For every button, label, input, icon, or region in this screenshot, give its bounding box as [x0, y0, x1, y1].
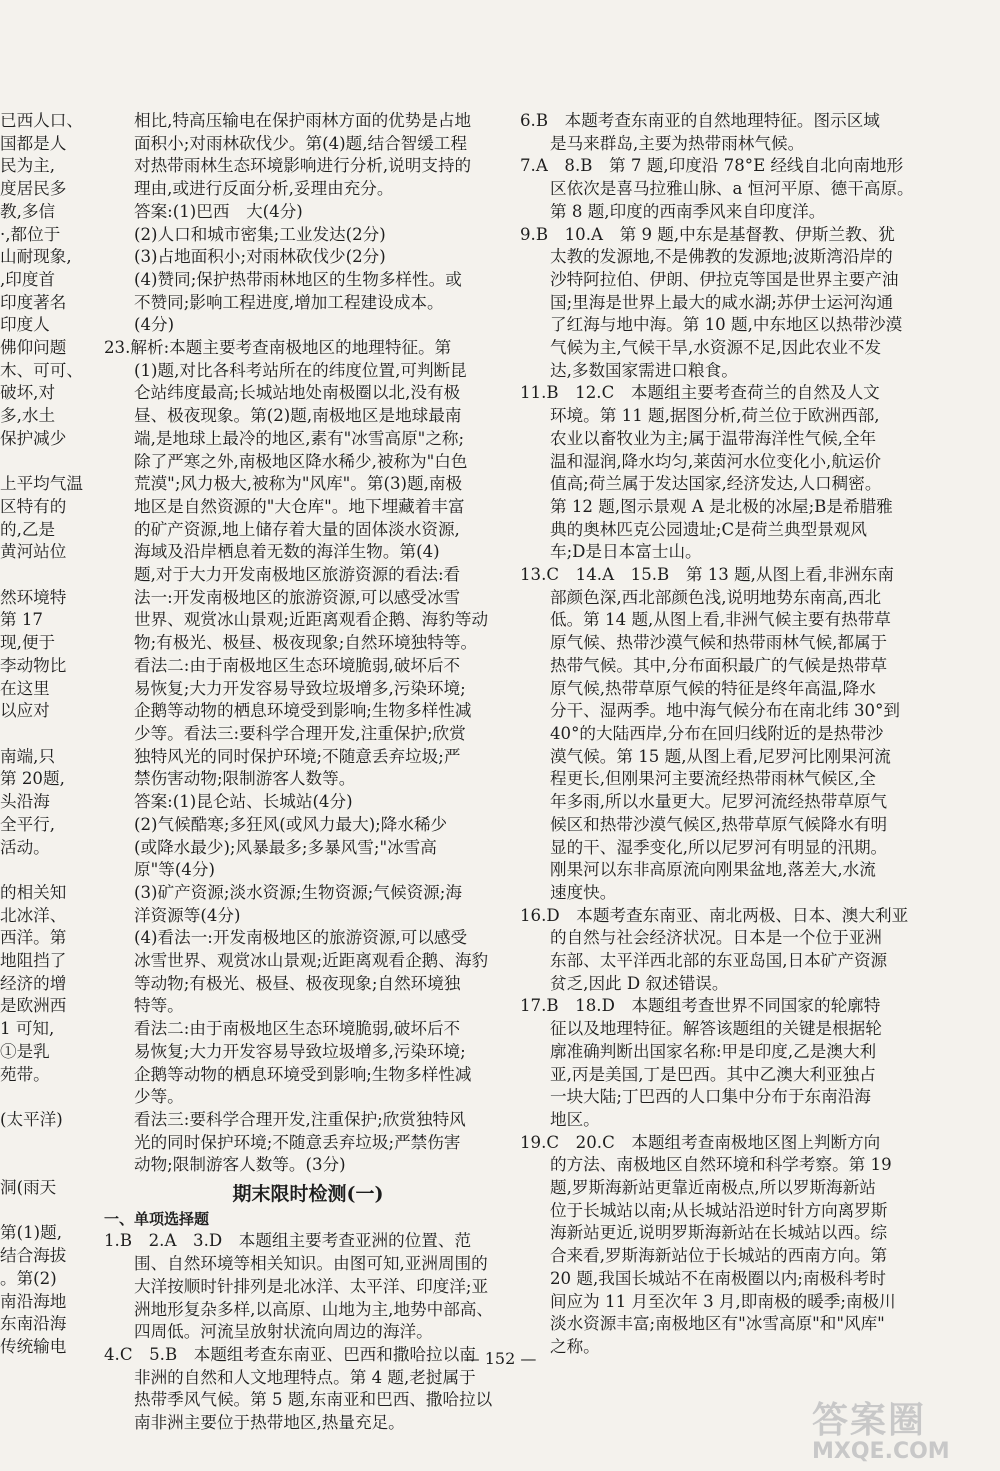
- text-line: 海新站更近,说明罗斯海新站在长城站以西。综: [550, 1223, 888, 1243]
- text-line: 温和湿润,降水均匀,莱茵河水位变化小,航运价: [550, 451, 882, 471]
- text-line: 非洲的自然和人文地理特点。第 4 题,老挝属于: [134, 1367, 476, 1387]
- text-line: 黄河站位: [0, 542, 67, 562]
- text-line: [0, 1200, 96, 1223]
- text-line: 西洋。第: [0, 928, 67, 948]
- text-line: 6.B 本题考查东南亚的自然地理特征。图示区域: [520, 111, 880, 130]
- text-line: 17.B 18.D 本题组考查世界不同国家的轮廓特: [520, 996, 881, 1016]
- text-line: 是欧洲西: [0, 996, 67, 1016]
- text-line: (4)看法一:开发南极地区的旅游资源,可以感受: [134, 928, 468, 948]
- section-title: 期末限时检测(一): [232, 1183, 384, 1206]
- q23-explanation: [104, 337, 512, 791]
- text-line: 题,对于大力开发南极地区旅游资源的看法:看: [134, 565, 461, 585]
- text-line: [0, 1154, 96, 1177]
- text-line: 法一:开发南极地区的旅游资源,可以感受冰雪: [134, 587, 461, 607]
- text-line: 值高;荷兰属于发达国家,经济发达,人口稠密。: [550, 474, 882, 494]
- text-line: 地区是自然资源的"大仓库"。地下埋藏着丰富: [134, 496, 465, 516]
- q1-5-explanations: [104, 1230, 512, 1434]
- text-line: 除了严寒之外,南极地区降水稀少,被称为"白色: [134, 451, 468, 471]
- text-line: 不赞同;影响工程进度,增加工程建设成本。: [134, 292, 444, 312]
- text-line: 昼、极夜现象。第(2)题,南极地区是地球最南: [134, 406, 462, 426]
- text-line: 国;里海是世界上最大的咸水湖;苏伊士运河沟通: [550, 292, 894, 312]
- text-line: 冰雪世界、观赏冰山景观;近距离观看企鹅、海豹: [134, 951, 489, 971]
- text-line: [0, 564, 96, 587]
- text-line: 热带季风气候。第 5 题,东南亚和巴西、撒哈拉以: [134, 1390, 493, 1410]
- text-line: 东南沿海: [0, 1314, 67, 1334]
- text-line: 的自然与社会经济状况。日本是一个位于亚洲: [550, 928, 882, 948]
- text-line: 19.C 20.C 本题组考查南极地区图上判断方向: [520, 1132, 881, 1152]
- text-line: 度居民多: [0, 179, 67, 199]
- text-line: 对热带雨林生态环境影响进行分析,说明支持的: [134, 156, 472, 176]
- text-line: 速度快。: [550, 882, 617, 902]
- text-line: (2)气候酷寒;多狂风(或风力最大);降水稀少: [134, 814, 448, 834]
- text-line: 地阻挡了: [0, 951, 67, 971]
- text-line: 低。第 14 题,从图上看,非洲气候主要有热带草: [550, 610, 891, 630]
- text-line: 易恢复;大力开发容易导致垃圾增多,污染环境;: [134, 678, 466, 698]
- text-line: 看法三:要科学合理开发,注重保护;欣赏独特风: [134, 1109, 466, 1129]
- text-line: 漠气候。第 15 题,从图上看,尼罗河比刚果河流: [550, 746, 891, 766]
- q22-answer: [104, 201, 512, 337]
- text-line: 印度人: [0, 315, 50, 335]
- watermark-logo: [812, 1392, 992, 1466]
- text-line: 大洋按顺时针排列是北冰洋、太平洋、印度洋;亚: [134, 1276, 489, 1296]
- text-line: 答案:(1)昆仑站、长城站(4分): [134, 792, 353, 812]
- text-line: 贫乏,因此 D 叙述错误。: [550, 973, 729, 993]
- text-line: 南端,只: [0, 746, 56, 766]
- text-line: 是马来群岛,主要为热带雨林气候。: [550, 133, 805, 153]
- text-line: (2)人口和城市密集;工业发达(2分): [134, 224, 386, 244]
- text-line: 传统输电: [0, 1336, 67, 1356]
- text-line: ,印度首: [0, 269, 56, 289]
- text-line: 南沿海地: [0, 1291, 67, 1311]
- text-line: 独特风光的同时保护环境;不随意丢弃垃圾;严: [134, 746, 461, 766]
- text-line: 程更长,但刚果河主要流经热带雨林气候区,全: [550, 769, 876, 789]
- text-line: (3)矿产资源;淡水资源;生物资源;气候资源;海: [134, 882, 462, 902]
- text-line: 以应对: [0, 701, 50, 721]
- text-line: 区特有的: [0, 496, 67, 516]
- text-line: 海域及沿岸栖息着无数的海洋生物。第(4): [134, 542, 440, 562]
- text-line: 太教的发源地,不是佛教的发源地;波斯湾沿岸的: [550, 247, 893, 267]
- text-line: 40°的大陆西岸,分布在回归线附近的是热带沙: [550, 723, 884, 743]
- text-line: 教,多信: [0, 201, 56, 221]
- text-line: 看法二:由于南极地区生态环境脆弱,破坏后不: [134, 1019, 461, 1039]
- page-number: — 152 —: [463, 1349, 537, 1368]
- text-line: 世界、观赏冰山景观;近距离观看企鹅、海豹等动: [134, 610, 489, 630]
- text-line: 第 8 题,印度的西南季风来自印度洋。: [550, 201, 826, 221]
- left-column-fragment: [0, 110, 96, 1359]
- text-line: 原"等(4分): [134, 860, 215, 880]
- text-line: 仑站纬度最高;长城站地处南极圈以北,没有极: [134, 383, 461, 403]
- text-line: 全平行,: [0, 814, 56, 834]
- text-line: 。第(2): [0, 1268, 57, 1288]
- text-line: 热带气候。其中,分布面积最广的气候是热带草: [550, 655, 888, 675]
- text-line: 环境。第 11 题,据图分析,荷兰位于欧洲西部,: [550, 406, 880, 426]
- text-line: 洞(雨天: [0, 1178, 57, 1198]
- text-line: 廓准确判断出国家名称:甲是印度,乙是澳大利: [550, 1041, 877, 1061]
- text-line: 淡水资源丰富;南极地区有"冰雪高原"和"风库": [550, 1314, 885, 1334]
- text-line: 间应为 11 月至次年 3 月,即南极的暖季;南极川: [550, 1291, 896, 1311]
- text-line: 气候为主,气候干旱,水资源不足,因此农业不发: [550, 338, 882, 358]
- text-line: 围、自然环境等相关知识。由图可知,亚洲周围的: [134, 1254, 488, 1274]
- text-line: 1 可知,: [0, 1019, 55, 1039]
- text-line: [0, 1132, 96, 1155]
- text-line: 原气候,热带草原气候的特征是终年高温,降水: [550, 678, 876, 698]
- text-line: 面积小;对雨林砍伐少。第(4)题,结合智缓工程: [134, 133, 468, 153]
- text-line: 四周低。河流呈放射状流向周边的海洋。: [134, 1322, 433, 1342]
- text-line: 洋资源等(4分): [134, 905, 241, 925]
- text-line: 20 题,我国长城站不在南极圈以内;南极科考时: [550, 1268, 886, 1288]
- text-line: (4分): [134, 315, 175, 335]
- text-line: 洲地形复杂多样,以高原、山地为主,地势中部高、: [134, 1299, 494, 1319]
- text-line: 经济的增: [0, 973, 67, 993]
- text-line: 第(1)题,: [0, 1223, 62, 1243]
- text-line: 等动物;有极光、极昼、极夜现象;自然环境独: [134, 973, 461, 993]
- text-line: 李动物比: [0, 655, 67, 675]
- text-line: [0, 723, 96, 746]
- text-line: 第 17: [0, 610, 43, 630]
- text-line: 在这里: [0, 678, 50, 698]
- text-line: 达,多数国家需进口粮食。: [550, 360, 738, 380]
- text-line: 破坏,对: [0, 383, 56, 403]
- watermark-line2: MXQE.COM: [812, 1439, 950, 1464]
- text-line: 禁伤害动物;限制游客人数等。: [134, 769, 356, 789]
- text-line: 候区和热带沙漠气候区,热带草原气候降水有明: [550, 814, 888, 834]
- text-line: 了红海与地中海。第 10 题,中东地区以热带沙漠: [550, 315, 903, 335]
- text-line: 动物;限制游客人数等。(3分): [134, 1155, 346, 1175]
- text-line: (太平洋): [0, 1109, 63, 1129]
- text-line: 少等。: [134, 1087, 184, 1107]
- text-line: 苑带。: [0, 1064, 50, 1084]
- text-line: 已西人口、: [0, 111, 83, 130]
- text-line: 东部、太平洋西北部的东亚岛国,日本矿产资源: [550, 951, 888, 971]
- text-line: 典的奥林匹克公园遗址;C是荷兰典型景观风: [550, 519, 867, 539]
- text-line: 企鹅等动物的栖息环境受到影响;生物多样性减: [134, 701, 472, 721]
- text-line: [0, 1086, 96, 1109]
- text-line: 然环境特: [0, 587, 67, 607]
- text-line: 原气候、热带沙漠气候和热带雨林气候,都属于: [550, 633, 888, 653]
- text-line: 13.C 14.A 15.B 第 13 题,从图上看,非洲东南: [520, 565, 894, 585]
- text-line: [0, 859, 96, 882]
- text-line: (3)占地面积小;对雨林砍伐少(2分): [134, 247, 386, 267]
- right-column: [520, 110, 980, 1359]
- text-line: ①是乳: [0, 1041, 50, 1061]
- text-line: (1)题,对比各科考站所在的纬度位置,可判断昆: [134, 360, 467, 380]
- text-line: 显的干、湿季变化,所以尼罗河有明显的汛期。: [550, 837, 888, 857]
- text-line: 的相关知: [0, 882, 67, 902]
- text-line: 端,是地球上最冷的地区,素有"冰雪高原"之称;: [134, 428, 465, 448]
- text-line: 国都是人: [0, 133, 67, 153]
- text-line: 9.B 10.A 第 9 题,中东是基督教、伊斯兰教、犹: [520, 224, 895, 244]
- text-line: 区依次是喜马拉雅山脉、a 恒河平原、德干高原。: [550, 179, 914, 199]
- text-line: [0, 451, 96, 474]
- text-line: 相比,特高压输电在保护雨林方面的优势是占地: [134, 111, 472, 130]
- text-line: 23.解析:本题主要考查南极地区的地理特征。第: [104, 338, 452, 358]
- text-line: 民为主,: [0, 156, 56, 176]
- text-line: 少等。看法三:要科学合理开发,注重保护;欣赏: [134, 723, 466, 743]
- text-line: 北冰洋、: [0, 905, 67, 925]
- text-line: 光的同时保护环境;不随意丢弃垃圾;严禁伤害: [134, 1132, 461, 1152]
- text-line: 佛仰问题: [0, 338, 67, 358]
- text-line: 地区。: [550, 1109, 600, 1129]
- text-line: 上平均气温: [0, 474, 83, 494]
- text-line: 分干、湿两季。地中海气候分布在南北纬 30°到: [550, 701, 900, 721]
- text-line: 题,罗斯海新站更靠近南极点,所以罗斯海新站: [550, 1178, 876, 1198]
- text-line: 的方法、南极地区自然环境和科学考察。第 19: [550, 1155, 892, 1175]
- text-line: 沙特阿拉伯、伊朗、伊拉克等国是世界主要产油: [550, 269, 899, 289]
- text-line: 物;有极光、极昼、极夜现象;自然环境独特等。: [134, 633, 478, 653]
- middle-column: [104, 110, 512, 1435]
- text-line: 11.B 12.C 本题组主要考查荷兰的自然及人文: [520, 383, 880, 403]
- text-line: 7.A 8.B 第 7 题,印度沿 78°E 经线自北向南地形: [520, 156, 904, 176]
- text-line: 企鹅等动物的栖息环境受到影响;生物多样性减: [134, 1064, 472, 1084]
- text-line: 合来看,罗斯海新站位于长城站的西南方向。第: [550, 1246, 888, 1266]
- text-line: ·,都位于: [0, 224, 61, 244]
- text-line: 看法二:由于南极地区生态环境脆弱,破坏后不: [134, 655, 461, 675]
- text-line: 1.B 2.A 3.D 本题组主要考查亚洲的位置、范: [104, 1231, 472, 1251]
- text-line: 的矿产资源,地上储存着大量的固体淡水资源,: [134, 519, 460, 539]
- text-line: 头沿海: [0, 792, 50, 812]
- text-line: 山耐现象,: [0, 247, 72, 267]
- text-line: 第 20题,: [0, 769, 65, 789]
- text-line: (或降水最少);风暴最多;多暴风雪;"冰雪高: [134, 837, 437, 857]
- text-line: 位于长城站以南;从长城站沿逆时针方向离罗斯: [550, 1200, 888, 1220]
- text-line: 印度著名: [0, 292, 67, 312]
- watermark-line1: 答案圈: [812, 1400, 927, 1441]
- text-line: 木、可可、: [0, 360, 83, 380]
- text-line: 南非洲主要位于热带地区,热量充足。: [134, 1413, 405, 1433]
- text-line: 亚,丙是美国,丁是巴西。其中乙澳大利亚独占: [550, 1064, 876, 1084]
- text-line: (4)赞同;保护热带雨林地区的生物多样性。或: [134, 269, 462, 289]
- text-line: 多,水土: [0, 406, 56, 426]
- text-line: 荒漠";风力极大,被称为"风库"。第(3)题,南极: [134, 474, 463, 494]
- text-line: 现,便于: [0, 633, 56, 653]
- text-line: 答案:(1)巴西 大(4分): [134, 201, 303, 221]
- text-line: 之称。: [550, 1336, 600, 1356]
- text-line: 4.C 5.B 本题组考查东南亚、巴西和撒哈拉以南: [104, 1344, 476, 1364]
- text-line: 年多雨,所以水量更大。尼罗河流经热带草原气: [550, 792, 888, 812]
- text-line: 农业以畜牧业为主;属于温带海洋性气候,全年: [550, 428, 877, 448]
- text-line: 的,乙是: [0, 519, 56, 539]
- text-line: 特等。: [134, 996, 184, 1016]
- text-line: 第 12 题,图示景观 A 是北极的冰屋;B是希腊雅: [550, 496, 893, 516]
- q22-explanation-tail: [104, 110, 512, 201]
- text-line: 易恢复;大力开发容易导致垃圾增多,污染环境;: [134, 1041, 466, 1061]
- text-line: 征以及地理特征。解答该题组的关键是根据轮: [550, 1019, 882, 1039]
- text-line: 16.D 本题考查东南亚、南北两极、日本、澳大利亚: [520, 905, 909, 925]
- q23-answer: [104, 791, 512, 1177]
- text-line: 车;D是日本富士山。: [550, 542, 702, 562]
- text-line: 一块大陆;丁巴西的人口集中分布于东南沿海: [550, 1087, 871, 1107]
- text-line: 刚果河以东非高原流向刚果盆地,落差大,水流: [550, 860, 876, 880]
- text-line: 保护减少: [0, 428, 67, 448]
- text-line: 理由,或进行反面分析,妥理由充分。: [134, 179, 394, 199]
- text-line: 部颜色深,西北部颜色浅,说明地势东南高,西北: [550, 587, 882, 607]
- text-line: 活动。: [0, 837, 50, 857]
- subsection-heading: 一、单项选择题: [104, 1209, 210, 1228]
- text-line: 结合海拔: [0, 1246, 67, 1266]
